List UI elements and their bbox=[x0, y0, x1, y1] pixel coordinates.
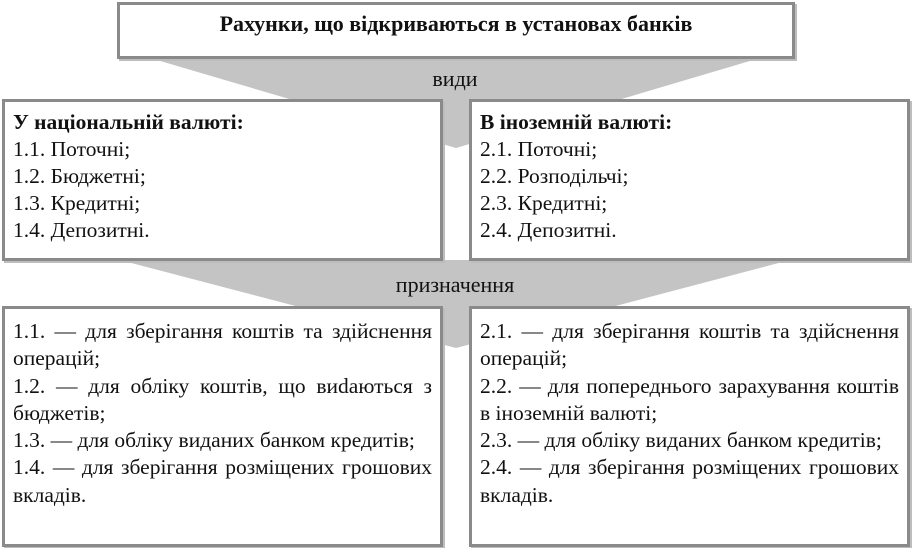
foreign-list bbox=[480, 136, 899, 244]
list-item: 2.4. Депозитні. bbox=[480, 218, 617, 242]
national-purpose-list bbox=[13, 318, 432, 509]
national-heading: У національній валюті: bbox=[13, 110, 244, 134]
list-item: 1.2. Бюджетні; bbox=[13, 164, 146, 188]
list-item: 1.4. — для зберігання розміщених грошових вкладів. bbox=[13, 455, 432, 507]
list-item: 2.4. — для зберігання розміщених грошових вкладів. bbox=[480, 455, 899, 507]
diagram-title: Рахунки, що відкриваються в установах банків bbox=[219, 10, 693, 36]
list-item: 2.1. Поточні; bbox=[480, 137, 598, 161]
national-currency-box bbox=[2, 99, 443, 261]
title-box bbox=[117, 2, 795, 59]
foreign-purpose-list bbox=[480, 318, 899, 509]
list-item: 1.4. Депозитні. bbox=[13, 218, 150, 242]
list-item: 2.2. Розподільчі; bbox=[480, 164, 629, 188]
list-item: 2.3. — для обліку виданих банком кредитів; bbox=[480, 428, 882, 453]
national-list bbox=[13, 136, 432, 244]
purpose-connector-label: призначення bbox=[395, 272, 515, 297]
list-item: 1.1. Поточні; bbox=[13, 137, 131, 161]
national-purpose-box bbox=[2, 306, 443, 547]
types-connector-label: види bbox=[432, 66, 478, 91]
list-item: 2.2. — для попереднього зарахування коштів в іноземній валюті; bbox=[480, 373, 899, 425]
list-item: 1.3. Кредитні; bbox=[13, 191, 141, 215]
list-item: 1.1. — для зберігання коштів та здійснення операцій; bbox=[13, 319, 432, 371]
list-item: 2.1. — для зберігання коштів та здійснення операцій; bbox=[480, 319, 899, 371]
foreign-purpose-box bbox=[469, 306, 910, 547]
foreign-heading: В іноземній валюті: bbox=[480, 110, 673, 134]
list-item: 1.3. — для обліку виданих банком кредитів; bbox=[13, 428, 415, 453]
list-item: 2.3. Кредитні; bbox=[480, 191, 608, 215]
list-item: 1.2. — для обліку коштів, що виdаються з бюджетів; bbox=[13, 373, 432, 425]
foreign-currency-box bbox=[469, 99, 910, 261]
